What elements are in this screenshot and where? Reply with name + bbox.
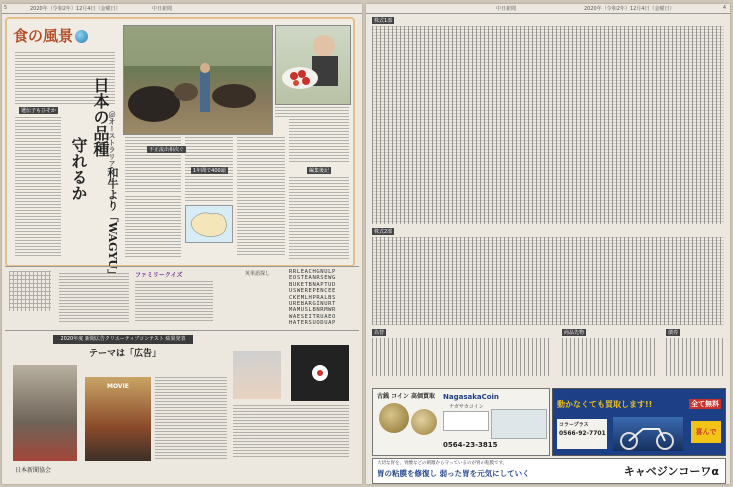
bike-buyback-ad bbox=[552, 388, 726, 456]
cattle-illustration bbox=[124, 26, 272, 134]
bike-ad-info bbox=[557, 419, 607, 449]
entry-copy-text bbox=[233, 405, 349, 457]
chef-with-strawberries bbox=[276, 26, 350, 104]
body-text-col-1 bbox=[15, 117, 61, 257]
motorcycle-photo bbox=[613, 417, 683, 451]
bike-badge: 喜んで bbox=[691, 421, 721, 443]
cabbagin-product: キャベジンコーワα bbox=[623, 465, 719, 478]
coin-brand: NagasakaCoin bbox=[443, 393, 499, 401]
subhead-main: 和牛より「WAGYU」 bbox=[106, 167, 119, 281]
entry-cinema-photo: MOVIE bbox=[85, 377, 151, 461]
bike-ad-title: 動かなくても買取します!! bbox=[557, 400, 653, 409]
page-number: 5 bbox=[4, 5, 8, 11]
wordsearch-row: WAESEITRUAEO bbox=[289, 313, 336, 320]
globe-icon bbox=[75, 30, 88, 43]
entry-street-photo bbox=[13, 365, 77, 461]
series-title: 食の風景 bbox=[13, 27, 74, 45]
stock-listing-1-rows bbox=[372, 26, 724, 224]
entry-flag-poster bbox=[291, 345, 349, 401]
wordsearch-row: UREBARGINURT bbox=[289, 301, 336, 308]
motorcycle-icon bbox=[613, 417, 683, 451]
bike-phone: 0566-92-7701 bbox=[559, 430, 606, 437]
fx-table bbox=[372, 338, 552, 376]
table-heading: 株式2部 bbox=[374, 229, 393, 235]
left-page-header bbox=[2, 4, 362, 14]
headline-line-2: 守れるか bbox=[69, 137, 88, 201]
masthead: 中日新聞 bbox=[152, 6, 173, 12]
ad-contest-section bbox=[5, 330, 359, 483]
wordsearch-grid bbox=[289, 269, 336, 327]
stock-listing-2-rows bbox=[372, 237, 724, 325]
entry-illustration-1 bbox=[233, 351, 281, 399]
coin-logos bbox=[443, 411, 489, 431]
bike-company: コラープラス bbox=[559, 422, 589, 428]
coin-phone: 0564-23-3815 bbox=[443, 441, 498, 449]
coin-store: ナガサカコイン bbox=[449, 404, 484, 410]
editor-note-text bbox=[289, 177, 349, 259]
cabbagin-small-copy: 大切な胃を、胃酸などの刺激から守っているのが胃の粘膜です。 bbox=[377, 461, 508, 466]
quiz-text bbox=[135, 281, 213, 321]
wordsearch-row: EOSTEANRSEWG bbox=[289, 275, 336, 282]
subhead-location: ＠オーストラリア bbox=[108, 111, 117, 167]
masthead: 中日新聞 bbox=[496, 6, 517, 12]
right-page-header bbox=[366, 4, 730, 14]
puzzle-section bbox=[5, 266, 359, 329]
page-number: 4 bbox=[722, 5, 726, 11]
section-heading: 不正流出相次ぐ bbox=[149, 147, 185, 153]
editor-note-heading: 編集後記 bbox=[309, 168, 330, 174]
cabbagin-headline: 胃の粘膜を修復し 弱った胃を元気にしていく bbox=[377, 469, 530, 478]
coin-map bbox=[491, 409, 547, 439]
contest-banner: 2020年度 新聞広告クリエーティブコンテスト 結果発表 bbox=[53, 335, 193, 344]
crossword-grid bbox=[9, 271, 51, 311]
puzzle-text bbox=[59, 273, 129, 323]
wordsearch-row: BUKETBNAPTUD bbox=[289, 281, 336, 288]
header-date: 2020年（令和2年）12月4日（金曜日） bbox=[30, 6, 121, 12]
section-heading: 1年間で400頭 bbox=[193, 168, 226, 174]
wordsearch-row: MAMUSLBNRMWR bbox=[289, 307, 336, 314]
cattle-photo bbox=[123, 25, 273, 135]
series-title-box bbox=[13, 25, 118, 49]
coin-ad bbox=[372, 388, 550, 456]
header-date: 2020年（令和2年）12月4日（金曜日） bbox=[584, 6, 675, 12]
map-shape bbox=[186, 206, 232, 242]
coin-ad-title: 古銭 コイン 高価買取 bbox=[377, 393, 435, 400]
wordsearch-row: CKEMLHPRALBS bbox=[289, 294, 336, 301]
wordsearch-row: HATERSUODUAP bbox=[289, 320, 336, 327]
coin-icon bbox=[379, 403, 409, 433]
body-text-col-6 bbox=[289, 119, 349, 163]
body-text-col-3 bbox=[125, 196, 181, 259]
headline-line-1: 日本の品種 bbox=[91, 77, 110, 157]
table-heading: 為替 bbox=[374, 330, 385, 336]
chef-photo bbox=[275, 25, 351, 105]
cabbagin-ad bbox=[372, 458, 726, 484]
commodity-table bbox=[562, 338, 658, 376]
left-newspaper-page bbox=[2, 4, 362, 484]
contest-theme: テーマは「広告」 bbox=[89, 349, 162, 359]
body-text-col-5 bbox=[237, 137, 285, 257]
quiz-title: ファミリークイズ bbox=[135, 272, 183, 279]
wordsearch-row: RRLEACHGNULP bbox=[289, 269, 336, 275]
table-heading: 債券 bbox=[668, 330, 679, 336]
bond-table bbox=[666, 338, 724, 376]
coin-icon bbox=[411, 409, 437, 435]
photo-caption bbox=[275, 107, 349, 117]
right-newspaper-page bbox=[366, 4, 730, 484]
wordsearch-title: 英単語探し bbox=[245, 271, 271, 277]
section-heading: 遺伝子もひそか bbox=[21, 108, 57, 114]
bike-ad-free: 全て無料 bbox=[691, 400, 719, 408]
wordsearch-row: USWEREPENCEE bbox=[289, 288, 336, 295]
entry-text-block bbox=[155, 377, 227, 461]
sponsor-name: 日本新聞協会 bbox=[15, 467, 52, 474]
table-heading: 株式1部 bbox=[374, 18, 393, 24]
australia-map bbox=[185, 205, 233, 243]
table-heading: 商品先物 bbox=[564, 330, 585, 336]
